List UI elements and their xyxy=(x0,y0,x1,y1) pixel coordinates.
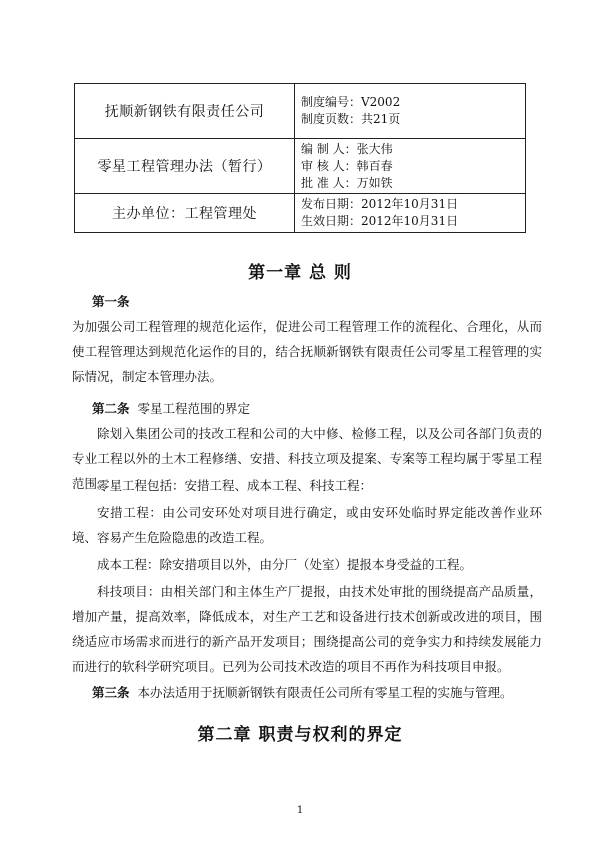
chapter2-title: 第二章 职责与权利的界定 xyxy=(197,725,403,745)
article2-heading: 零星工程范围的界定 xyxy=(137,401,250,416)
system-number: 制度编号：V2002 xyxy=(301,95,401,109)
company-name: 抚顺新钢铁有限责任公司 xyxy=(75,84,295,139)
header-row-2 xyxy=(75,139,526,194)
article2-text: 除划入集团公司的技改工程和公司的大中修、检修工程，以及公司各部门负责的专业工程以外的土木工程修缮、安措、科技立项及提案、专案等工程均属于零星工程范围。 xyxy=(72,426,542,491)
article3-line xyxy=(92,680,542,705)
article2-label: 第二条 xyxy=(92,401,130,416)
tech-project: 科技项目：由相关部门和主体生产厂提报，由技术处审批的围绕提高产品质量，增加产量，提高效率，降低成本，对生产工艺和设备进行技术创新或改进的项目，围绕适应市场需求而进行的新产品开发项目；围绕提高公司的竞争实力和持续发展能力而进行的软科学研究项目。已列为公司技术改造的项目不再作为科技项目申报。 xyxy=(72,584,542,674)
header-row-3 xyxy=(75,194,526,233)
compiler: 编 制 人：张大伟 xyxy=(301,141,393,156)
article1-text: 为加强公司工程管理的规范化运作，促进公司工程管理工作的流程化、合理化，从而使工程管理达到规范化运作的目的，结合抚顺新钢铁有限责任公司零星工程管理的实际情况，制定本管理办法。 xyxy=(72,319,542,384)
signatories-cell xyxy=(295,139,526,194)
header-table xyxy=(74,83,526,233)
reviewer: 审 核 人：韩百春 xyxy=(301,158,393,173)
cost-project: 成本工程：除安措项目以外，由分厂（处室）提报本身受益的工程。 xyxy=(97,557,473,572)
chapter1-title: 第一章 总 则 xyxy=(248,263,352,283)
page-number: 1 xyxy=(296,805,304,816)
article3-label: 第三条 xyxy=(92,685,130,700)
effective-date: 生效日期：2012年10月31日 xyxy=(301,214,459,228)
article2-heading-line xyxy=(92,396,542,421)
article3-text: 本办法适用于抚顺新钢铁有限责任公司所有零星工程的实施与管理。 xyxy=(137,685,513,700)
page-count: 制度页数：共21页 xyxy=(301,112,401,126)
dates-cell xyxy=(295,194,526,233)
safety-project: 安措工程：由公司安环处对项目进行确定，或由安环处临时界定能改善作业环境、容易产生危险隐患的改造工程。 xyxy=(72,505,542,545)
article1-label: 第一条 xyxy=(92,294,130,309)
host-unit: 主办单位：工程管理处 xyxy=(75,194,295,233)
header-row-1 xyxy=(75,84,526,139)
approver: 批 准 人：万如铁 xyxy=(301,175,393,190)
categories-line: 零星工程包括：安措工程、成本工程、科技工程： xyxy=(97,478,373,493)
regulation-title: 零星工程管理办法（暂行） xyxy=(75,139,295,194)
publish-date: 发布日期：2012年10月31日 xyxy=(301,197,459,211)
system-info-cell xyxy=(295,84,526,139)
